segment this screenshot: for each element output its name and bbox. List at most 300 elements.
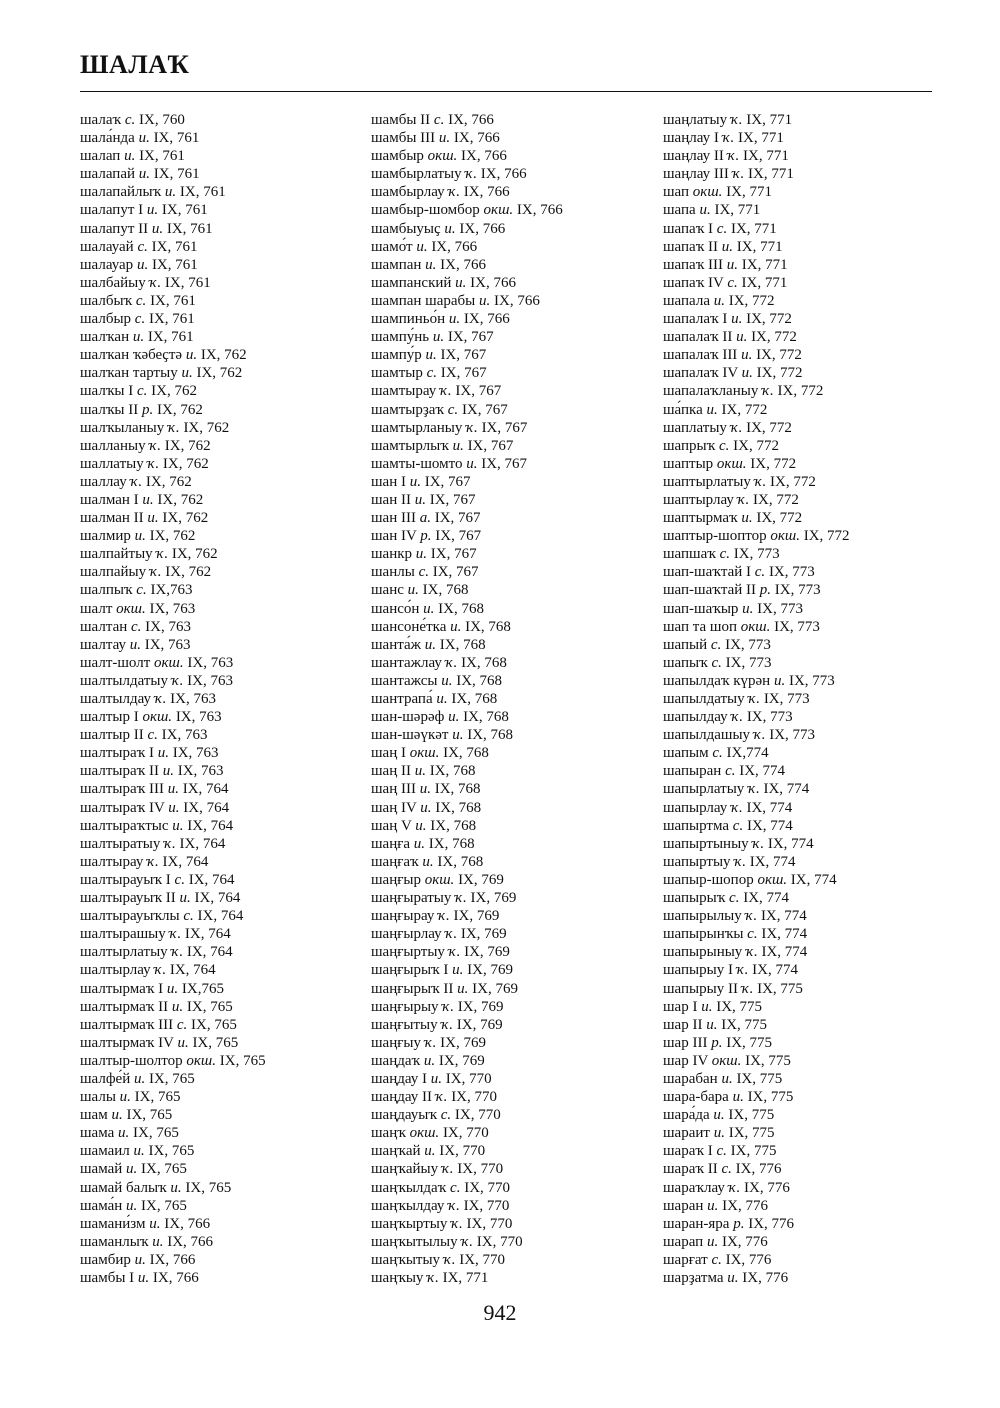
entry-word: шаңғыратыу	[371, 890, 452, 907]
entry-reference: IX, 774	[739, 763, 786, 780]
entry-part-of-speech: с.	[727, 274, 738, 291]
entry-reference: IX, 768	[438, 600, 484, 617]
entry-reference: IX, 770	[451, 1089, 498, 1106]
index-entry	[80, 817, 266, 835]
entry-reference: IX, 773	[769, 727, 816, 744]
entry-reference: IX, 776	[735, 1161, 782, 1178]
entry-part-of-speech: и.	[742, 600, 754, 617]
entry-word: шалфе́й	[80, 1070, 131, 1087]
entry-reference: IX, 764	[169, 962, 216, 979]
entry-word: шалпайтыу	[80, 546, 153, 563]
entry-word: шаң V	[371, 817, 412, 834]
entry-reference: IX, 771	[748, 166, 794, 183]
entry-word: шапыртыу	[663, 853, 731, 870]
entry-part-of-speech: с.	[712, 745, 723, 762]
entry-reference: IX, 767	[481, 455, 528, 472]
index-entry	[663, 618, 850, 636]
index-entry	[80, 835, 266, 853]
entry-word: шаллатыу	[80, 455, 144, 472]
entry-reference: IX, 761	[179, 184, 226, 201]
index-entry	[663, 563, 850, 581]
index-entry	[80, 943, 266, 961]
entry-part-of-speech: ҡ.	[427, 1270, 439, 1286]
entry-reference: IX, 775	[745, 1052, 791, 1069]
entry-reference: IX, 773	[774, 618, 820, 635]
entry-reference: IX, 769	[457, 998, 504, 1015]
entry-reference: IX, 767	[432, 564, 479, 581]
entry-part-of-speech: окш.	[757, 871, 788, 888]
index-entry	[80, 419, 266, 437]
entry-reference: IX, 761	[161, 202, 208, 219]
index-entry	[663, 183, 850, 201]
entry-word: шанлы	[371, 564, 415, 581]
entry-word: шалтыраҡ II	[80, 763, 159, 780]
entry-reference: IX, 766	[440, 256, 486, 273]
index-entry	[663, 636, 850, 654]
entry-part-of-speech: и.	[713, 1107, 725, 1124]
entry-part-of-speech: и.	[166, 980, 179, 997]
entry-reference: IX, 773	[763, 691, 810, 707]
entry-reference: IX, 766	[494, 292, 540, 309]
index-entry	[663, 545, 850, 563]
entry-word: шалт	[80, 600, 113, 617]
entry-part-of-speech: с.	[131, 618, 142, 635]
index-entry	[371, 563, 563, 581]
index-entry	[80, 708, 266, 726]
entry-word: шаптыр	[663, 455, 714, 472]
entry-reference: IX, 763	[145, 618, 191, 635]
entry-part-of-speech: с.	[183, 908, 194, 925]
entry-reference: IX, 772	[733, 437, 779, 454]
entry-reference: IX, 771	[738, 130, 784, 147]
entry-word: шапылдатыу	[663, 691, 745, 707]
index-entry	[371, 1251, 563, 1269]
index-entry	[663, 419, 850, 437]
index-entry	[371, 256, 563, 274]
entry-reference: IX, 762	[171, 546, 218, 563]
entry-part-of-speech: и.	[425, 256, 437, 273]
index-entry	[371, 726, 563, 744]
entry-part-of-speech: и.	[741, 365, 753, 382]
index-entry	[80, 690, 266, 708]
entry-part-of-speech: и.	[133, 1070, 146, 1087]
entry-part-of-speech: и.	[721, 1070, 733, 1087]
entry-part-of-speech: и.	[424, 636, 436, 653]
index-entry	[371, 491, 563, 509]
entry-reference: IX, 775	[716, 998, 763, 1015]
index-entry	[371, 708, 563, 726]
entry-word: шампиньо́н	[371, 311, 446, 328]
index-entry	[80, 980, 266, 998]
index-entry	[663, 201, 850, 219]
entry-reference: IX, 770	[464, 1179, 511, 1196]
entry-part-of-speech: и.	[136, 256, 149, 273]
entry-word: шапалаҡ III	[663, 347, 738, 364]
index-entry	[371, 238, 563, 256]
entry-word: шамбырлау	[371, 184, 445, 201]
entry-word: шаң IV	[371, 799, 417, 816]
index-entry	[80, 201, 266, 219]
entry-part-of-speech: и.	[181, 365, 193, 382]
index-entry	[80, 618, 266, 636]
entry-word: шаманлыҡ	[80, 1233, 149, 1250]
entry-reference: IX, 762	[151, 383, 197, 400]
index-entry	[371, 201, 563, 219]
entry-part-of-speech: с.	[426, 365, 438, 382]
entry-reference: IX, 767	[440, 347, 487, 364]
entry-word: шамты-шомто	[371, 455, 463, 472]
index-entry	[371, 654, 563, 672]
entry-reference: IX, 776	[721, 1233, 768, 1250]
index-entry	[371, 274, 563, 292]
entry-reference: IX, 763	[187, 672, 233, 689]
entry-reference: IX, 769	[467, 962, 513, 979]
entry-part-of-speech: ҡ.	[730, 419, 743, 436]
entry-word: шап-шаҡыр	[663, 600, 739, 617]
entry-word: шамбы III	[371, 130, 436, 147]
entry-part-of-speech: и.	[425, 347, 437, 364]
index-column-3	[663, 111, 850, 1287]
entry-reference: IX, 763	[149, 600, 196, 617]
entry-word: шала́нда	[80, 130, 135, 147]
entry-word: шалтырмаҡ III	[80, 1016, 174, 1033]
entry-part-of-speech: и.	[436, 691, 448, 707]
index-entry	[80, 961, 266, 979]
entry-word: ша́пка	[663, 401, 703, 418]
entry-part-of-speech: ҡ.	[448, 1197, 460, 1214]
index-entry	[371, 111, 563, 129]
entry-reference: IX, 770	[442, 1125, 489, 1142]
index-entry	[371, 1269, 563, 1287]
entry-part-of-speech: и.	[699, 202, 711, 219]
index-entry	[371, 672, 563, 690]
entry-word: шансо́н	[371, 600, 420, 617]
entry-word: шапылдау	[663, 709, 728, 726]
index-entry	[371, 165, 563, 183]
entry-word: шалтан	[80, 618, 128, 635]
page-header-title: ШАЛАҠ	[80, 50, 190, 79]
entry-reference: IX, 772	[756, 365, 803, 382]
entry-word: шаңлау II	[663, 148, 724, 165]
entry-word: шаңҡ	[371, 1125, 406, 1142]
entry-reference: IX, 761	[148, 311, 195, 328]
index-entry	[663, 364, 850, 382]
entry-reference: IX, 765	[191, 1016, 237, 1033]
entry-word: шамбырлатыу	[371, 166, 462, 183]
entry-word: шапым	[663, 745, 709, 762]
entry-reference: IX, 773	[725, 636, 771, 653]
entry-word: шаңлау III	[663, 166, 729, 183]
index-entry	[371, 183, 563, 201]
entry-word: шалтыраҡ III	[80, 781, 164, 798]
entry-reference: IX, 768	[463, 709, 509, 726]
index-entry	[80, 907, 266, 925]
entry-part-of-speech: ҡ.	[748, 691, 761, 707]
index-entry	[80, 581, 266, 599]
index-entry	[663, 1142, 850, 1160]
entry-word: шаңғаҡ	[371, 853, 419, 870]
entry-reference: IX, 769	[464, 944, 510, 961]
entry-word: шарабан	[663, 1070, 718, 1087]
entry-word: шаптыр-шоптор	[663, 528, 767, 545]
entry-part-of-speech: с.	[134, 311, 146, 328]
entry-part-of-speech: ҡ.	[722, 130, 735, 147]
entry-part-of-speech: с.	[711, 654, 722, 671]
entry-word: шапшаҡ	[663, 546, 716, 563]
entry-part-of-speech: ҡ.	[734, 853, 746, 870]
entry-reference: IX, 765	[148, 1070, 195, 1087]
entry-word: шампу́нь	[371, 329, 430, 346]
entry-part-of-speech: окш.	[116, 600, 146, 617]
entry-part-of-speech: с.	[147, 727, 158, 744]
entry-word: шамбы I	[80, 1270, 135, 1286]
entry-part-of-speech: и.	[438, 130, 451, 147]
index-entry	[80, 1106, 266, 1124]
index-entry	[663, 1106, 850, 1124]
entry-word: шапырыҡ	[663, 890, 726, 907]
entry-reference: IX, 762	[200, 347, 247, 364]
entry-part-of-speech: окш.	[142, 709, 173, 726]
index-entry	[663, 708, 850, 726]
entry-word: шаң II	[371, 763, 411, 780]
entry-word: шан II	[371, 491, 411, 508]
entry-reference: IX, 773	[757, 600, 803, 617]
entry-word: шалтырауыҡ I	[80, 871, 171, 888]
index-entry	[663, 799, 850, 817]
index-entry	[663, 998, 850, 1016]
entry-reference: IX, 774	[743, 890, 790, 907]
entry-word: шалмир	[80, 528, 131, 545]
entry-part-of-speech: и.	[450, 618, 462, 635]
index-entry	[663, 817, 850, 835]
entry-reference: IX, 764	[197, 908, 244, 925]
entry-word: шапырыу I	[663, 962, 733, 979]
index-entry	[371, 998, 563, 1016]
entry-reference: IX, 761	[153, 130, 200, 147]
entry-word: шаптырмаҡ	[663, 510, 738, 527]
index-entry	[80, 871, 266, 889]
entry-part-of-speech: ҡ.	[448, 184, 461, 201]
entry-reference: IX, 765	[141, 1197, 187, 1214]
entry-word: шамай балыҡ	[80, 1179, 167, 1196]
index-entry	[663, 1179, 850, 1197]
entry-word: шанс	[371, 582, 404, 599]
entry-word: шапырынҡы	[663, 926, 744, 943]
index-entry	[371, 581, 563, 599]
entry-reference: IX, 768	[422, 582, 469, 599]
entry-reference: IX, 762	[157, 491, 204, 508]
entry-word: шаран	[663, 1197, 704, 1214]
entry-reference: IX, 774	[761, 944, 808, 961]
entry-reference: IX, 767	[455, 383, 502, 400]
entry-word: шап-шаҡтай I	[663, 564, 752, 581]
index-entry	[371, 925, 563, 943]
entry-word: шараҡ I	[663, 1143, 713, 1160]
entry-word: шалман I	[80, 491, 139, 508]
entry-word: шар III	[663, 1034, 708, 1051]
index-entry	[663, 256, 850, 274]
index-entry	[371, 1233, 563, 1251]
entry-part-of-speech: и.	[138, 166, 150, 183]
index-entry	[371, 1034, 563, 1052]
index-entry	[80, 364, 266, 382]
entry-part-of-speech: и.	[706, 1016, 718, 1033]
entry-part-of-speech: и.	[741, 347, 753, 364]
entry-reference: IX, 766	[149, 1251, 196, 1268]
entry-reference: IX, 763	[175, 709, 222, 726]
entry-reference: IX, 775	[730, 1143, 777, 1160]
entry-reference: IX, 766	[461, 148, 507, 165]
entry-word: шапырлау	[663, 799, 728, 816]
entry-reference: IX, 774	[790, 871, 837, 888]
entry-reference: IX, 772	[746, 311, 792, 328]
index-entry	[80, 780, 266, 798]
entry-reference: IX, 764	[162, 853, 209, 870]
entry-reference: IX, 772	[746, 419, 792, 436]
index-entry	[663, 961, 850, 979]
entry-reference: IX, 775	[721, 1016, 768, 1033]
index-entry	[371, 382, 563, 400]
entry-word: шан-шәүкәт	[371, 727, 449, 744]
entry-reference: IX, 762	[162, 455, 209, 472]
entry-word: шамани́зм	[80, 1215, 146, 1232]
index-entry	[371, 980, 563, 998]
entry-reference: IX, 765	[134, 1089, 181, 1106]
entry-reference: IX, 769	[456, 1016, 503, 1033]
header-rule	[80, 91, 932, 92]
index-entry	[371, 817, 563, 835]
entry-reference: IX, 767	[440, 365, 487, 382]
entry-word: шаңғырлау	[371, 926, 442, 943]
index-entry	[371, 871, 563, 889]
entry-part-of-speech: ҡ.	[741, 980, 754, 997]
entry-reference: IX, 764	[183, 799, 230, 816]
entry-part-of-speech: ҡ.	[424, 1034, 437, 1051]
index-entry	[663, 1124, 850, 1142]
entry-part-of-speech: и.	[731, 311, 743, 328]
entry-word: шалҡан ҡәбеҫтә	[80, 347, 183, 364]
entry-reference: IX, 774	[763, 781, 810, 798]
entry-word: шалапут I	[80, 202, 144, 219]
entry-word: шамай	[80, 1161, 123, 1178]
entry-word: шамтырлыҡ	[371, 437, 449, 454]
entry-reference: IX, 769	[472, 980, 518, 997]
index-entry	[371, 292, 563, 310]
entry-part-of-speech: ҡ.	[745, 908, 758, 925]
index-entry	[80, 1197, 266, 1215]
index-entry	[663, 889, 850, 907]
entry-reference: IX, 771	[743, 148, 789, 165]
index-entry	[663, 220, 850, 238]
entry-reference: IX, 772	[756, 510, 803, 527]
entry-part-of-speech: ҡ.	[438, 908, 450, 925]
index-entry	[663, 310, 850, 328]
entry-reference: IX, 765	[148, 1143, 195, 1160]
entry-part-of-speech: окш.	[424, 871, 455, 888]
index-entry	[663, 129, 850, 147]
index-entry	[663, 925, 850, 943]
index-entry	[371, 1070, 563, 1088]
entry-word: шалы	[80, 1089, 116, 1106]
index-entry	[80, 437, 266, 455]
entry-part-of-speech: с.	[433, 112, 445, 128]
entry-part-of-speech: ҡ.	[445, 654, 458, 671]
entry-part-of-speech: и.	[423, 1052, 436, 1069]
entry-word: шаңғыртыу	[371, 944, 445, 961]
entry-reference: IX, 774	[767, 835, 814, 852]
entry-reference: IX, 774	[746, 799, 793, 816]
entry-part-of-speech: ҡ.	[752, 835, 765, 852]
entry-word: шалапут II	[80, 220, 149, 237]
entry-part-of-speech: окш.	[427, 148, 458, 165]
entry-reference: IX, 772	[770, 473, 816, 490]
entry-reference: IX, 773	[788, 672, 835, 689]
entry-part-of-speech: ҡ.	[748, 781, 760, 798]
entry-part-of-speech: и.	[171, 998, 184, 1015]
index-entry	[663, 1251, 850, 1269]
index-entry	[663, 328, 850, 346]
entry-part-of-speech: с.	[137, 238, 148, 255]
entry-reference: IX, 761	[151, 238, 198, 255]
entry-part-of-speech: ҡ.	[171, 944, 184, 961]
entry-part-of-speech: и.	[444, 220, 456, 237]
entry-part-of-speech: и.	[185, 347, 198, 364]
index-entry	[663, 346, 850, 364]
entry-part-of-speech: с.	[176, 1016, 188, 1033]
entry-word: шалбыр	[80, 311, 132, 328]
entry-word: шаңдаҡ	[371, 1052, 421, 1069]
entry-reference: IX, 772	[777, 383, 824, 400]
entry-part-of-speech: с.	[718, 437, 730, 454]
entry-word: шан I	[371, 473, 406, 490]
entry-part-of-speech: и.	[713, 1125, 725, 1142]
entry-word: шаңғырыу	[371, 998, 439, 1015]
index-entry	[371, 907, 563, 925]
entry-reference: IX, 768	[439, 636, 486, 653]
index-entry	[80, 220, 266, 238]
index-entry	[371, 1106, 563, 1124]
entry-reference: IX, 772	[753, 491, 799, 508]
index-entry	[663, 455, 850, 473]
entry-reference: IX, 771	[741, 256, 788, 273]
entry-part-of-speech: ҡ.	[147, 853, 159, 870]
entry-reference: IX, 775	[726, 1034, 773, 1051]
entry-part-of-speech: р.	[420, 528, 432, 545]
entry-reference: IX, 770	[466, 1215, 513, 1232]
entry-reference: IX, 764	[187, 817, 234, 834]
entry-reference: IX, 762	[145, 473, 192, 490]
entry-part-of-speech: р.	[733, 1215, 745, 1232]
index-entry	[80, 455, 266, 473]
entry-part-of-speech: и.	[415, 546, 428, 563]
index-entry	[80, 654, 266, 672]
entry-reference: IX, 771	[714, 202, 761, 219]
index-entry	[80, 382, 266, 400]
entry-word: шаңғырыҡ I	[371, 962, 449, 979]
entry-part-of-speech: ҡ.	[439, 383, 452, 400]
entry-reference: IX, 763	[177, 763, 224, 780]
entry-reference: IX, 770	[457, 1161, 504, 1178]
entry-reference: IX, 770	[439, 1143, 486, 1160]
entry-part-of-speech: с.	[418, 564, 429, 581]
index-entry	[371, 401, 563, 419]
index-entry	[371, 600, 563, 618]
entry-part-of-speech: ҡ.	[156, 546, 169, 563]
index-entry	[663, 473, 850, 491]
entry-part-of-speech: и.	[111, 1107, 123, 1124]
index-entry	[80, 1233, 266, 1251]
index-entry	[80, 1269, 266, 1287]
